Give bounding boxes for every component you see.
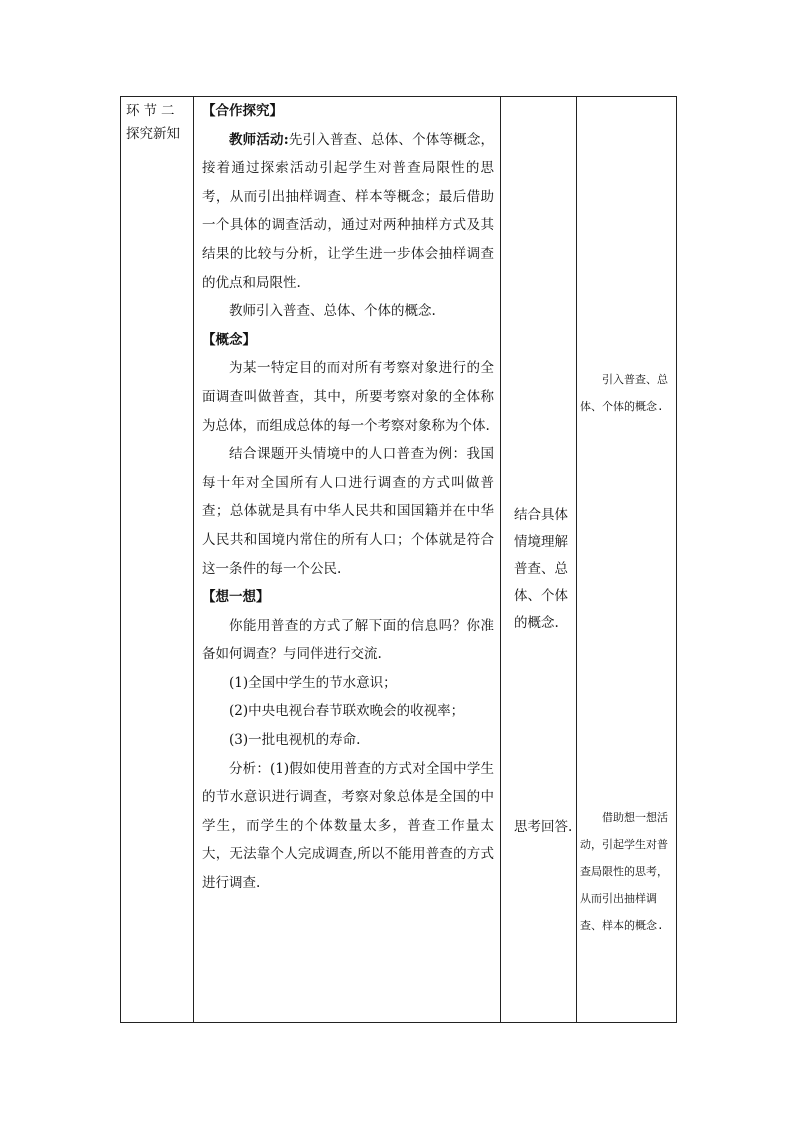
concept-paragraph: 为某一特定目的而对所有考察对象进行的全面调查叫做普查，其中，所要考察对象的全体称为总体，而组成总体的每一个考察对象称为个体. [202,360,494,434]
teacher-activity-paragraph [202,126,494,298]
intent-note-2 [580,804,670,939]
teacher-activity-label: 教师活动: [229,131,289,148]
heading-concept: 【概念】 [202,331,256,348]
think-question: 你能用普查的方式了解下面的信息吗？你准备如何调查？与同伴进行交流. [202,617,494,663]
stage-cell [121,97,194,1023]
teacher-intro: 教师引入普查、总体、个体的概念. [229,303,436,320]
example-paragraph: 结合课题开头情境中的人口普查为例：我国每十年对全国所有人口进行调查的方式叫做普查；总体就是具有中华人民共和国国籍并在中华人民共和国境内常住的所有人口；个体就是符合这一条件的每一个公民. [202,446,494,577]
stage-title: 环节二 [126,103,179,119]
intent-note-1 [580,366,670,420]
list-item: (3)一批电视机的寿命. [229,732,361,749]
stage-subtitle: 探究新知 [126,126,180,142]
list-item: (1)全国中学生的节水意识； [229,674,397,691]
analysis-paragraph: 分析：(1)假如使用普查的方式对全国中学生的节水意识进行调查，考察对象总体是全国的中学生，而学生的个体数量太多，普查工作量太大，无法靠个人完成调查,所以不能用普查的方式进行调查. [202,760,494,892]
intent-note-1-text: 引入普查、总体、个体的概念. [580,373,668,413]
content-cell [194,97,501,1023]
intent-note-2-text: 借助想一想活动，引起学生对普查局限性的思考，从而引出抽样调查、样本的概念. [580,811,668,932]
student-note-2: 思考回答. [514,819,573,835]
list-item: (2)中央电视台春节联欢晚会的收视率； [229,703,465,720]
heading-cooperate: 【合作探究】 [202,103,283,119]
teacher-activity-text: 先引入普查、总体、个体等概念，接着通过探索活动引起学生对普查局限性的思考，从而引出抽样调查、样本等概念；最后借助一个具体的调查活动，通过对两种抽样方式及其结果的比较与分析，让学生进一步体会抽样调查的优点和局限性. [202,131,495,291]
heading-think: 【想一想】 [202,589,270,606]
student-note-1: 结合具体情境理解普查、总体、个体的概念. [514,507,568,631]
